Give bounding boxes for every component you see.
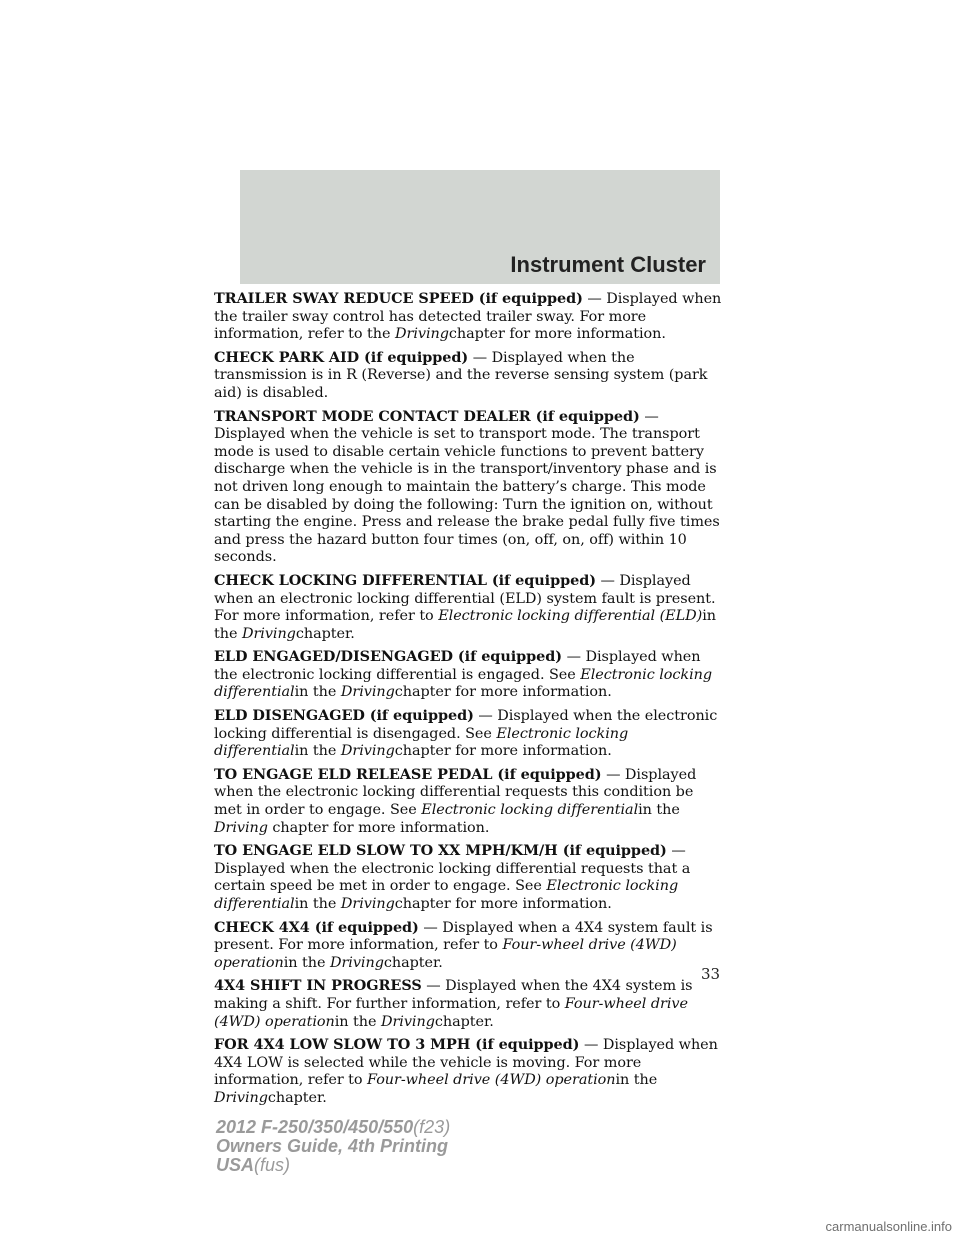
document-footer [216, 1118, 450, 1175]
cross-reference: Electronic locking differential [214, 666, 713, 701]
message-description: chapter for more information. [448, 326, 666, 343]
chapter-header-box [240, 170, 720, 284]
cross-reference: Four-wheel drive (4WD) operation [214, 937, 677, 971]
cross-reference: Driving [340, 684, 395, 701]
message-description: — Displayed when the trailer sway control has detected trailer sway. For more information, refer to the [214, 291, 722, 343]
message-heading: ELD DISENGAGED (if equipped) [214, 707, 474, 725]
message-description: in the [214, 608, 716, 642]
cross-reference: Four-wheel drive (4WD) operation [214, 995, 688, 1030]
message-entry [214, 290, 722, 344]
cross-reference: Driving [214, 1089, 268, 1106]
message-list [214, 290, 722, 1113]
message-description: chapter. [295, 625, 355, 642]
message-entry [214, 842, 722, 913]
message-description: in the [283, 954, 330, 971]
message-heading: TRAILER SWAY REDUCE SPEED (if equipped) [214, 290, 583, 307]
message-heading: 4X4 SHIFT IN PROGRESS [214, 977, 422, 995]
message-heading: CHECK LOCKING DIFFERENTIAL (if equipped) [214, 571, 596, 589]
message-heading: TO ENGAGE ELD SLOW TO XX MPH/KM/H (if equipped) [214, 842, 667, 860]
message-description: — Displayed when the electronic locking differential is disengaged. See [214, 708, 718, 742]
message-description: — Displayed when the electronic locking differential requests this condition be met in order to engage. See [214, 766, 697, 819]
cross-reference: Driving [329, 954, 384, 971]
cross-reference: Four-wheel drive (4WD) operation [367, 1072, 616, 1089]
cross-reference: Driving [214, 819, 268, 836]
message-entry [214, 919, 722, 973]
cross-reference: Driving [380, 1013, 435, 1030]
page-number: 33 [701, 965, 721, 983]
message-description: in the [294, 684, 341, 701]
message-entry [214, 572, 722, 643]
message-description: in the [638, 802, 680, 819]
message-description: — Displayed when an electronic locking differential (ELD) system fault is present. For more information, refer to [214, 572, 716, 625]
message-description: — Displayed when the electronic locking differential is engaged. See [214, 649, 701, 683]
message-description: chapter for more information. [394, 896, 612, 912]
message-description: chapter. [267, 1089, 327, 1106]
cross-reference: Driving [340, 896, 395, 912]
message-description: — Displayed when the electronic locking differential requests that a certain speed be met in order to engage. See [214, 843, 691, 895]
message-entry [214, 766, 722, 837]
message-description: chapter. [383, 954, 443, 971]
footer-line-3: USA(fus) [216, 1155, 291, 1175]
message-description: in the [294, 896, 341, 912]
message-description: — Displayed when a 4X4 system fault is present. For more information, refer to [214, 919, 713, 954]
chapter-title: Instrument Cluster [510, 252, 706, 277]
message-entry [214, 1036, 722, 1107]
watermark-link[interactable]: carmanualsonline.info [825, 1219, 952, 1234]
message-entry [214, 408, 722, 567]
cross-reference: Electronic locking differential (ELD) [438, 608, 703, 625]
message-entry [214, 648, 722, 702]
cross-reference: Electronic locking differential [421, 802, 639, 819]
message-heading: TRANSPORT MODE CONTACT DEALER (if equipped) [214, 407, 640, 425]
cross-reference: Driving [241, 625, 296, 642]
cross-reference: Driving [340, 743, 395, 760]
message-heading: ELD ENGAGED/DISENGAGED (if equipped) [214, 648, 563, 666]
cross-reference: Electronic locking differential [214, 725, 629, 760]
cross-reference: Driving [395, 326, 449, 343]
message-description: — Displayed when the vehicle is set to transport mode. The transport mode is used to disable certain vehicle functions to prevent battery discharge when the vehicle is in the transport/inventory phase and is not driven long enough to maintain the battery’s charge. This mode can be disabled by doing the following: Turn the ignition on, without starting the engine. Press and release the brake pedal fully five times and press the hazard button four times (on, off, on, off) within 10 seconds. [214, 408, 720, 566]
message-description: — Displayed when the 4X4 system is making a shift. For further information, refer to [214, 978, 693, 1012]
message-description: in the [334, 1013, 381, 1030]
message-description: chapter for more information. [394, 684, 612, 701]
message-description: chapter for more information. [394, 743, 612, 760]
message-description: chapter for more information. [267, 819, 490, 836]
message-description: in the [294, 743, 341, 760]
message-entry [214, 349, 722, 403]
message-heading: FOR 4X4 LOW SLOW TO 3 MPH (if equipped) [214, 1036, 580, 1054]
cross-reference: Electronic locking differential [214, 878, 679, 912]
message-heading: TO ENGAGE ELD RELEASE PEDAL (if equipped) [214, 765, 602, 783]
message-description: — Displayed when 4X4 LOW is selected while the vehicle is moving. For more information, refer to [214, 1037, 718, 1089]
footer-line-2: Owners Guide, 4th Printing [216, 1136, 449, 1156]
message-heading: CHECK PARK AID (if equipped) [214, 348, 469, 366]
footer-line-1: 2012 F-250/350/450/550(f23) [216, 1117, 451, 1137]
message-heading: CHECK 4X4 (if equipped) [214, 918, 419, 936]
message-entry [214, 977, 722, 1031]
message-description: in the [615, 1072, 658, 1089]
message-description: — Displayed when the transmission is in R (Reverse) and the reverse sensing system (park aid) is disabled. [214, 349, 708, 401]
message-description: chapter. [434, 1013, 494, 1030]
message-entry [214, 707, 722, 761]
